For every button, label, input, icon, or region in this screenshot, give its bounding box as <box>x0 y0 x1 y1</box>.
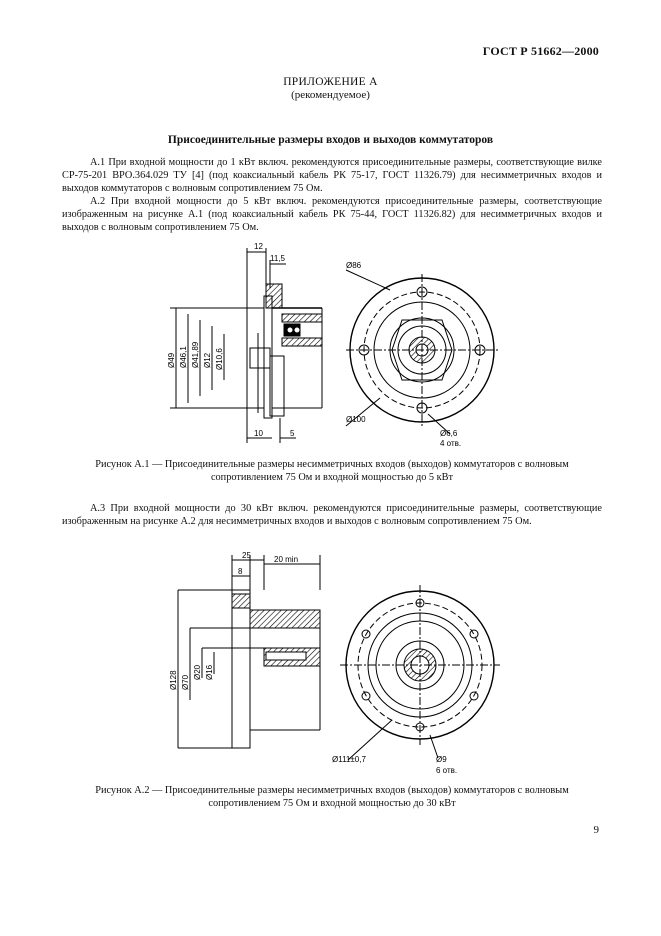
dim-d12: Ø12 <box>203 352 212 368</box>
paragraph-a3-text: А.3 При входной мощности до 30 кВт включ. рекомендуются присоединительные размеры, соответствующие изображенным на рисунке А.2 для несимметричных входов и выходов с волновым сопротивлением 75 Ом. <box>62 503 602 527</box>
paragraph-a2-text: А.2 При входной мощности до 5 кВт включ. рекомендуются присоединительные размеры, соответствующие изображенным на рисунке А.1 (под коаксиальный кабель РК 75-44, ГОСТ 11326.82) для несимметричных входов и выходов с волновым сопротивлением 75 Ом. <box>62 196 602 233</box>
dim-d111: Ø111±0,7 <box>332 755 366 764</box>
dim-top-25: 25 <box>242 551 251 560</box>
appendix-subtitle: (рекомендуемое) <box>291 89 370 101</box>
dim-d46-1: Ø46,1 <box>179 346 188 368</box>
dim-bottom-5: 5 <box>290 429 295 438</box>
paragraph-a1-text: А.1 При входной мощности до 1 кВт включ. рекомендуются присоединительные размеры, соответствующие вилке СР-75-201 ВРО.364.029 ТУ [4] (под коаксиальный кабель РК 75-17, ГОСТ 11326.79) для несимметричных входов и выходов коммутаторов с волновым сопротивлением 75 Ом. <box>62 157 602 194</box>
dim-top-12: 12 <box>254 242 263 251</box>
dim-d41-89: Ø41,89 <box>191 341 200 368</box>
dim-d86: Ø86 <box>346 261 362 270</box>
dim-d20: Ø20 <box>193 664 202 680</box>
paragraph-a1 <box>62 156 602 195</box>
dim-d70: Ø70 <box>181 674 190 690</box>
standard-header: ГОСТ Р 51662—2000 <box>482 44 599 58</box>
figure-a1-caption: Рисунок А.1 — Присоединительные размеры несимметричных входов (выходов) коммутаторов с волновым сопротивлением 75 Ом и входной мощностью до 5 кВт <box>95 459 569 483</box>
dim-top-8: 8 <box>238 567 243 576</box>
dim-d9: Ø9 <box>436 755 447 764</box>
connector-front-view <box>346 270 498 434</box>
dim-top-20min: 20 min <box>274 555 299 564</box>
dim-d10-6: Ø10,6 <box>215 348 224 370</box>
connector2-side-view <box>178 555 320 748</box>
figure-a2-drawing <box>160 550 510 780</box>
dim-holes-6: 6 отв. <box>436 766 458 775</box>
appendix-title: ПРИЛОЖЕНИЕ А <box>283 76 378 88</box>
dim-top-11-5: 11,5 <box>270 254 285 263</box>
dim-bottom-10: 10 <box>254 429 263 438</box>
dim-d49: Ø49 <box>167 352 176 368</box>
figure-a1-drawing <box>150 238 510 458</box>
page-number: 9 <box>593 824 599 836</box>
figure-a2-caption: Рисунок А.2 — Присоединительные размеры несимметричных входов (выходов) коммутаторов с волновым сопротивлением 75 Ом и входной мощностью до 30 кВт <box>95 785 569 809</box>
connector2-front-view <box>340 585 500 760</box>
paragraph-a3 <box>62 502 602 528</box>
dim-d16: Ø16 <box>205 664 214 680</box>
dim-d100: Ø100 <box>346 415 366 424</box>
dim-d128: Ø128 <box>169 670 178 690</box>
section-title: Присоединительные размеры входов и выходов коммутаторов <box>167 134 494 146</box>
dim-holes-4: 4 отв. <box>440 439 462 448</box>
paragraph-a2 <box>62 195 602 234</box>
dim-d6-6: Ø6,6 <box>440 429 458 438</box>
